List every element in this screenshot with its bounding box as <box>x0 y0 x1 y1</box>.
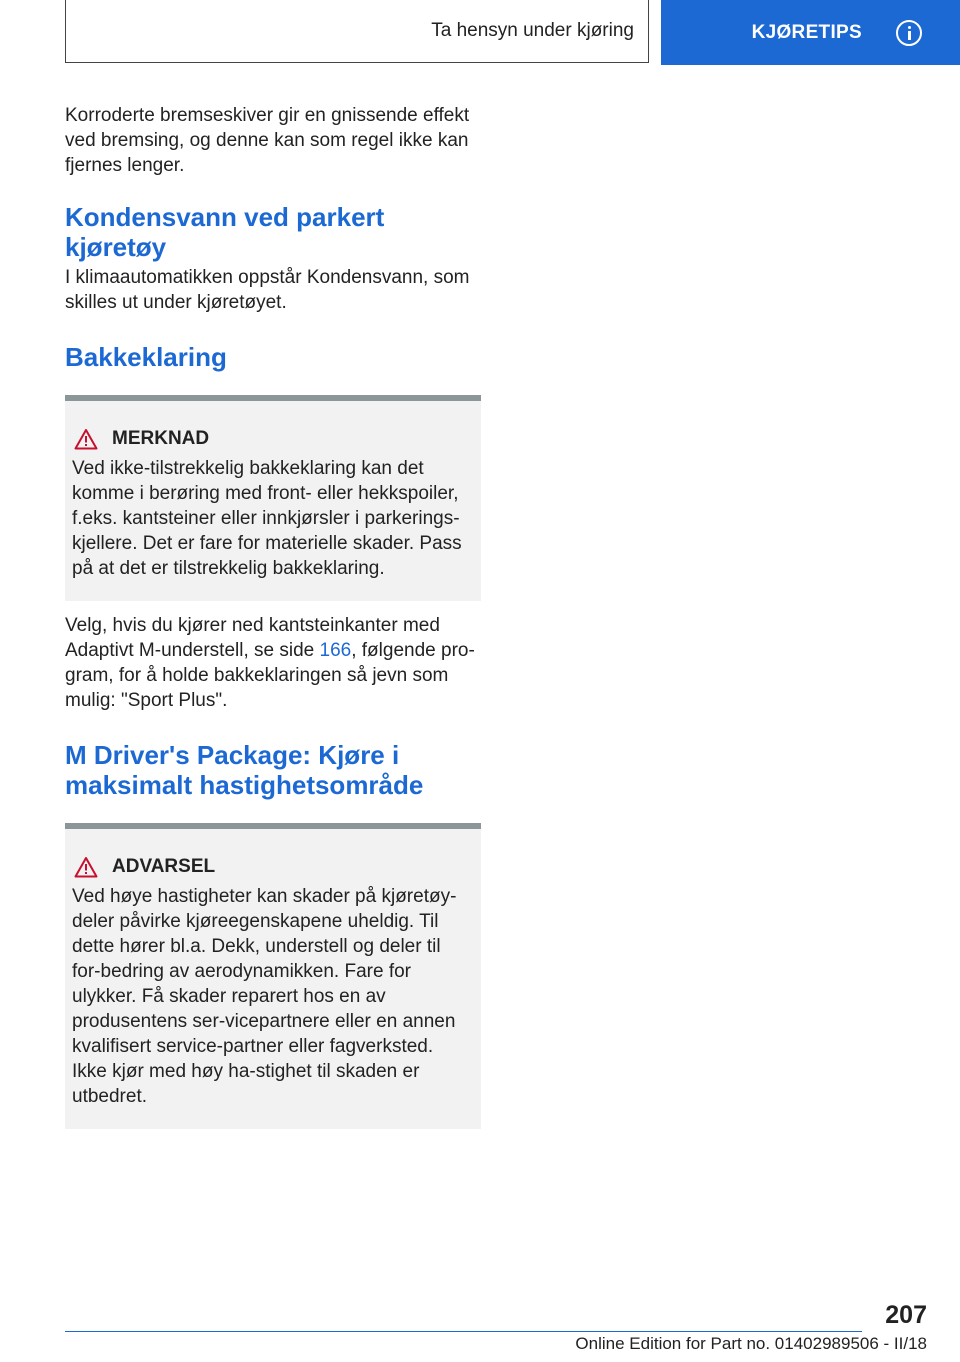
footer-edition-text: Online Edition for Part no. 01402989506 - II/18 <box>575 1334 927 1353</box>
warning-label: ADVARSEL <box>112 856 216 877</box>
page-content <box>65 103 481 1129</box>
notice-text: Ved ikke-tilstrekkelig bakkeklaring kan det komme i berøring med front- eller hekkspoiler, f.eks. kantsteiner eller innkjørsler i parkerings-kjellere. Det er fare for materielle skader. Pass på at det er tilstrekkelig bakkeklaring. <box>72 458 462 579</box>
page-reference-link[interactable]: 166 <box>319 640 352 661</box>
warning-box <box>65 823 481 1129</box>
notice-box <box>65 395 481 601</box>
paragraph-text-after-link: , følgende pro-gram, for å holde bakkeklaringen så jevn som mulig: "Sport Plus". <box>65 640 475 711</box>
info-icon[interactable] <box>896 20 922 46</box>
condensation-text: I klimaautomatikken oppstår Kondensvann, som skilles ut under kjøretøyet. <box>65 267 470 313</box>
header-chapter-title: KJØRETIPS <box>751 21 862 43</box>
warning-header <box>72 856 473 878</box>
warning-text: Ved høye hastigheter kan skader på kjøretøy-deler påvirke kjøreegenskapene uheldig. Til dette hører bl.a. Dekk, understell og deler til for-bedring av aerodynamikken. Fare for ulykker. Få skader reparert hos en av produsentens ser-vicepartnere eller en annen kvalifisert service-partner eller fagverksted. Ikke kjør med høy ha-stighet til skaden er utbedret. <box>72 886 457 1107</box>
m-drivers-package-heading: M Driver's Package: Kjøre i maksimalt hastighetsområde <box>65 740 424 800</box>
header-chapter-tab[interactable] <box>661 0 960 65</box>
notice-label: MERKNAD <box>112 428 210 449</box>
header-section-title: Ta hensyn under kjøring <box>431 20 634 41</box>
ground-clearance-heading: Bakkeklaring <box>65 342 227 372</box>
notice-header <box>72 428 473 450</box>
ground-clearance-paragraph <box>65 613 481 713</box>
warning-triangle-icon <box>74 428 98 450</box>
intro-paragraph: Korroderte bremseskiver gir en gnissende effekt ved bremsing, og denne kan som regel ikke kan fjernes lenger. <box>65 105 470 176</box>
paragraph-text-before-link: Velg, hvis du kjører ned kantsteinkanter med Adaptivt M-understell, se side <box>65 615 440 661</box>
header-section-tab <box>65 0 649 63</box>
footer-divider <box>65 1331 862 1332</box>
warning-triangle-icon <box>74 856 98 878</box>
page-number: 207 <box>885 1301 927 1329</box>
condensation-heading: Kondensvann ved parkert kjøretøy <box>65 202 385 262</box>
